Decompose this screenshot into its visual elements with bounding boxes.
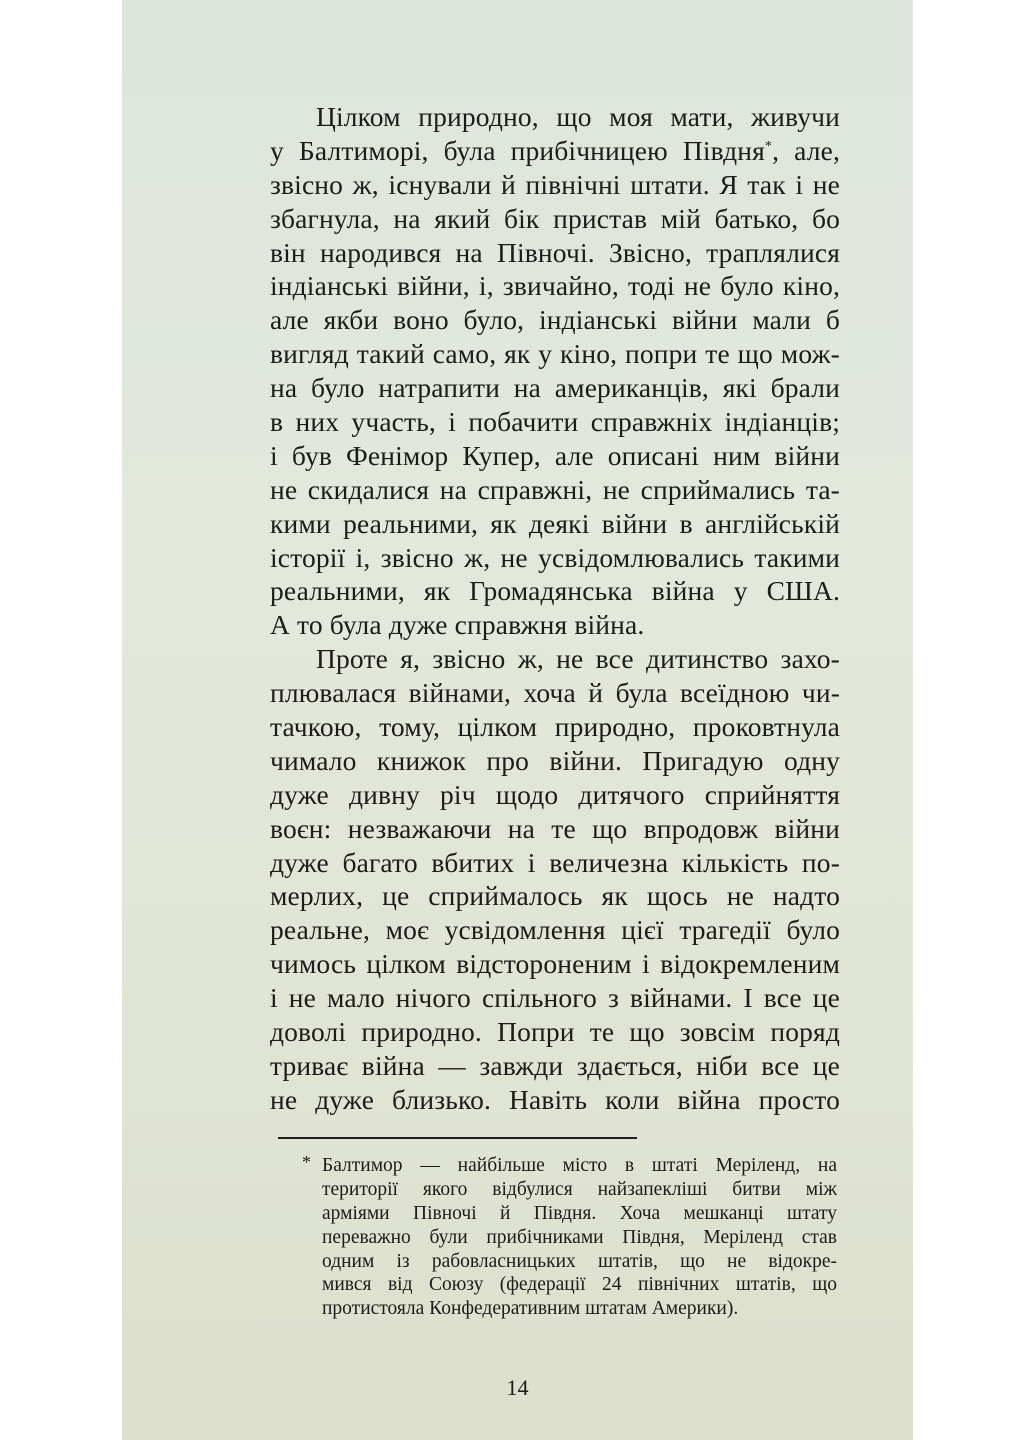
text-line: воєн: незважаючи на те що впродовж війни	[270, 812, 840, 844]
text-line: Цілком природно, що моя мати, живучи	[316, 101, 840, 132]
footnote-line: одним із рабовласницьких штатів, що не відокре-	[322, 1250, 837, 1272]
text-line-with-footnote-ref: у Балтиморі, була прибічницею Півдня*, але,	[270, 134, 840, 166]
text-line: вигляд такий само, як у кіно, попри те що мож-	[270, 338, 840, 370]
text-line: реальними, як Громадянська війна у США.	[270, 575, 840, 607]
text-line: збагнула, на який бік пристав мій батько, бо	[270, 202, 840, 234]
book-page	[122, 0, 913, 1440]
paragraph-1	[270, 100, 840, 642]
text-line: мерлих, це сприймалось як щось не надто	[270, 880, 840, 912]
text-line: в них участь, і побачити справжніх індіанців;	[270, 406, 840, 438]
text-line: не дуже близько. Навіть коли війна просто	[270, 1083, 840, 1115]
text-line: тачкою, тому, цілком природно, проковтнула	[270, 711, 840, 743]
text-line: історії і, звісно ж, не усвідомлювались такими	[270, 541, 840, 573]
page-number: 14	[506, 1375, 529, 1400]
footnote-marker: *	[302, 1152, 311, 1172]
text-line: доволі природно. Попри те що зовсім поряд	[270, 1016, 840, 1048]
paragraph-2	[270, 642, 840, 1116]
text-line: кими реальними, як деякі війни в англійській	[270, 507, 840, 539]
text-line: А то була дуже справжня війна.	[270, 609, 645, 641]
footnote-line: арміями Півночі й Півдня. Хоча мешканці штату	[322, 1202, 837, 1224]
text-line: триває війна — завжди здається, ніби все це	[270, 1049, 840, 1081]
text-line: він народився на Півночі. Звісно, траплялися	[270, 236, 840, 268]
text-line: Проте я, звісно ж, не все дитинство захо-	[316, 643, 840, 675]
text-line: і був Фенімор Купер, але описані ним війни	[270, 439, 840, 471]
footnote-line: мився від Союзу (федерації 24 північних штатів, що	[322, 1274, 837, 1296]
footnote	[322, 1154, 837, 1321]
footnote-line: Балтимор — найбільше місто в штаті Меріленд, на	[322, 1155, 837, 1176]
text-line: не скидалися на справжні, не сприймались та-	[270, 473, 840, 505]
main-text	[270, 100, 840, 1117]
footnote-line: території якого відбулися найзапекліші битви між	[322, 1178, 837, 1200]
footnote-divider	[278, 1137, 637, 1139]
text-line: звісно ж, існували й північні штати. Я так і не	[270, 168, 840, 200]
text-line: індіанські війни, і, звичайно, тоді не було кіно,	[270, 270, 840, 302]
text-line: дуже багато вбитих і величезна кількість по-	[270, 846, 840, 878]
text-line: плювалася війнами, хоча й була всеїдною чи-	[270, 677, 840, 709]
text-line: чимало книжок про війни. Пригадую одну	[270, 744, 840, 776]
text-line: чимось цілком відстороненим і відокремленим	[270, 948, 840, 980]
text-line: але якби воно було, індіанські війни мали б	[270, 304, 840, 336]
footnote-line: протистояла Конфедеративним штатам Америки).	[322, 1298, 739, 1320]
footnote-ref-marker[interactable]: *	[764, 138, 773, 154]
text-line: дуже дивну річ щодо дитячого сприйняття	[270, 778, 840, 810]
footnote-line: переважно були прибічниками Півдня, Меріленд став	[322, 1226, 837, 1248]
text-line: і не мало нічого спільного з війнами. І все це	[270, 982, 840, 1014]
text-line: на було натрапити на американців, які брали	[270, 372, 840, 404]
text-line: реальне, моє усвідомлення цієї трагедії було	[270, 914, 840, 946]
